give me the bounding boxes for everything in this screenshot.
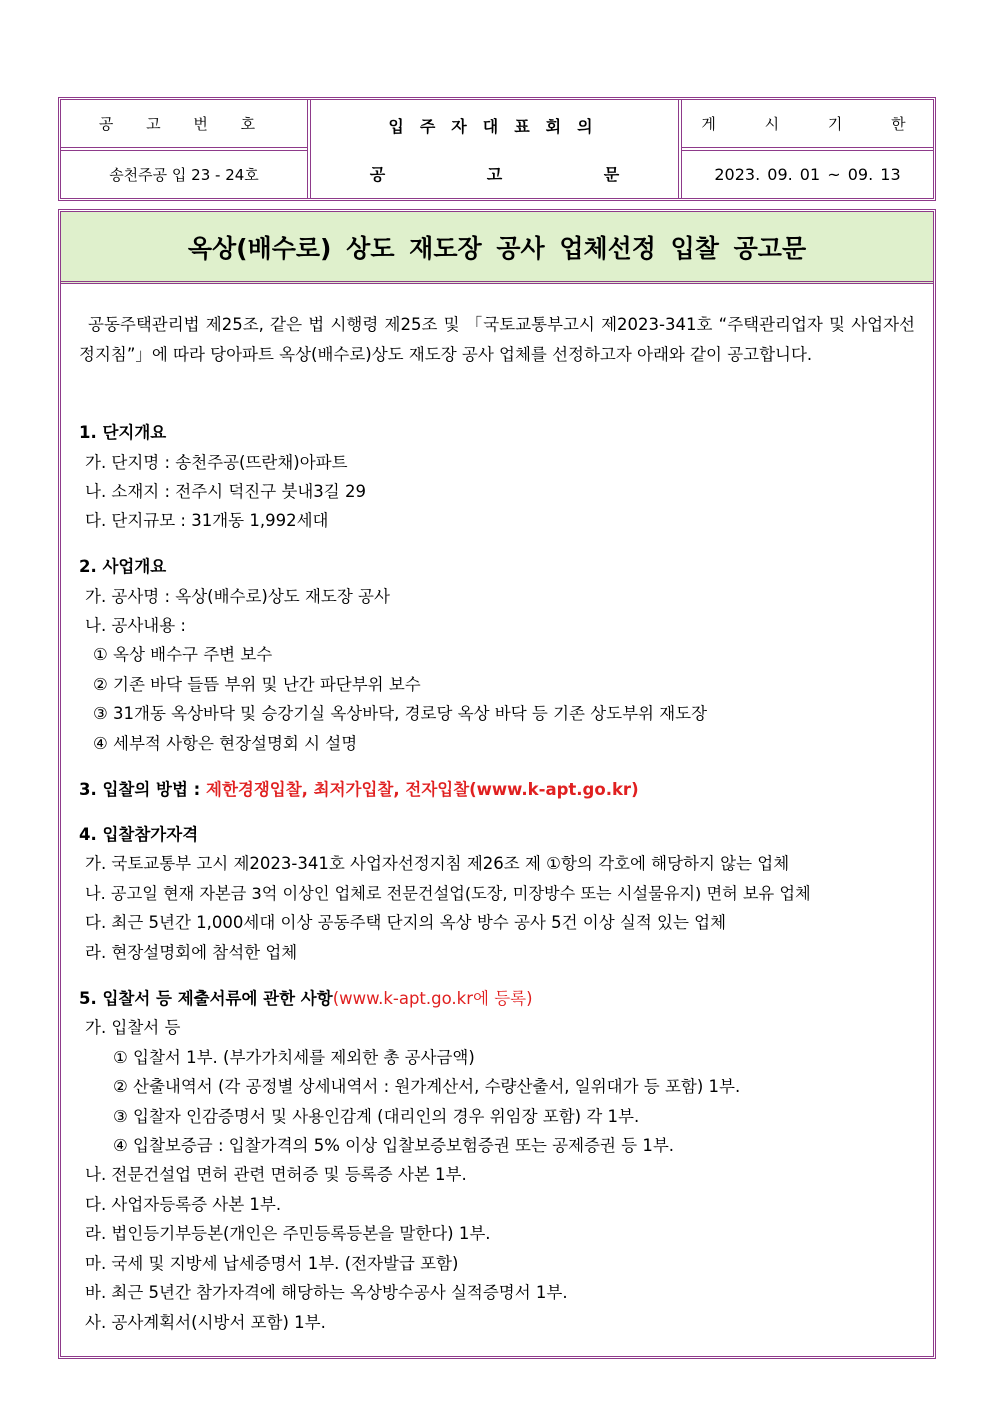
list-item: 사. 공사계획서(시방서 포함) 1부. (85, 1313, 326, 1332)
section-heading: 2. 사업개요 (79, 557, 167, 576)
section-heading: 1. 단지개요 (79, 423, 167, 442)
posting-period: 2023. 09. 01 ~ 09. 13 (714, 165, 901, 184)
list-item: 나. 전문건설업 면허 관련 면허증 및 등록증 사본 1부. (85, 1165, 467, 1184)
notice-number-label: 공 고 번 호 (98, 115, 270, 133)
sub-item: ③ 31개동 옥상바닥 및 승강기실 옥상바닥, 경로당 옥상 바닥 등 기존 상도부위 재도장 (93, 704, 708, 723)
section-heading: 4. 입찰참가자격 (79, 825, 199, 844)
list-item: 라. 법인등기부등본(개인은 주민등록등본을 말한다) 1부. (85, 1224, 491, 1243)
intro-paragraph: 공동주택관리법 제25조, 같은 법 시행령 제25조 및 「국토교통부고시 제2023-341호 “주택관리업자 및 사업자선정지침”」에 따라 당아파트 옥상(배수로)상도 재도장 공사 업체를 선정하고자 아래와 같이 공고합니다. (79, 315, 915, 364)
list-item: 가. 입찰서 등 (85, 1018, 181, 1037)
notice-content (79, 310, 915, 1332)
list-item: 가. 단지명 : 송천주공(뜨란채)아파트 (85, 453, 348, 472)
list-item: 나. 소재지 : 전주시 덕진구 붓내3길 29 (85, 482, 366, 501)
notice-title: 공 고 문 (369, 164, 620, 184)
list-item: 다. 단지규모 : 31개동 1,992세대 (85, 511, 329, 530)
bid-method-value: 제한경쟁입찰, 최저가입찰, 전자입찰(www.k-apt.go.kr) (206, 780, 639, 799)
issuer-title: 입주자대표회의 (388, 116, 609, 136)
list-item: 나. 공사내용 : (85, 616, 186, 635)
sub-item: ③ 입찰자 인감증명서 및 사용인감계 (대리인의 경우 위임장 포함) 각 1부. (113, 1107, 640, 1126)
list-item: 다. 사업자등록증 사본 1부. (85, 1195, 282, 1214)
section-heading (79, 985, 533, 1009)
submission-heading: 5. 입찰서 등 제출서류에 관한 사항 (79, 989, 333, 1008)
section-heading (79, 776, 639, 800)
notice-number: 송천주공 입 23 - 24호 (109, 166, 259, 184)
notice-body-box (58, 209, 936, 1359)
submission-heading-note: (www.k-apt.go.kr에 등록) (332, 989, 533, 1008)
list-item: 가. 공사명 : 옥상(배수로)상도 재도장 공사 (85, 587, 390, 606)
sub-item: ① 입찰서 1부. (부가가치세를 제외한 총 공사금액) (113, 1048, 475, 1067)
list-item: 라. 현장설명회에 참석한 업체 (85, 943, 298, 962)
bid-method-label: 3. 입찰의 방법 : (79, 780, 207, 799)
sub-item: ① 옥상 배수구 주변 보수 (93, 645, 273, 664)
sub-item: ④ 세부적 사항은 현장설명회 시 설명 (93, 734, 358, 753)
period-label: 게 시 기 한 (701, 115, 928, 133)
list-item: 가. 국토교통부 고시 제2023-341호 사업자선정지침 제26조 제 ①항의 각호에 해당하지 않는 업체 (85, 854, 790, 873)
list-item: 바. 최근 5년간 참가자격에 해당하는 옥상방수공사 실적증명서 1부. (85, 1283, 568, 1302)
sub-item: ② 산출내역서 (각 공정별 상세내역서 : 원가계산서, 수량산출서, 일위대가 등 포함) 1부. (113, 1077, 741, 1096)
sub-item: ④ 입찰보증금 : 입찰가격의 5% 이상 입찰보증보험증권 또는 공제증권 등 1부. (113, 1136, 675, 1155)
sub-item: ② 기존 바닥 들뜸 부위 및 난간 파단부위 보수 (93, 675, 421, 694)
document-title: 옥상(배수로) 상도 재도장 공사 업체선정 입찰 공고문 (61, 212, 933, 284)
list-item: 마. 국세 및 지방세 납세증명서 1부. (전자발급 포함) (85, 1254, 459, 1273)
list-item: 다. 최근 5년간 1,000세대 이상 공동주택 단지의 옥상 방수 공사 5건 이상 실적 있는 업체 (85, 913, 727, 932)
list-item: 나. 공고일 현재 자본금 3억 이상인 업체로 전문건설업(도장, 미장방수 또는 시설물유지) 면허 보유 업체 (85, 884, 811, 903)
header-table (58, 97, 936, 201)
